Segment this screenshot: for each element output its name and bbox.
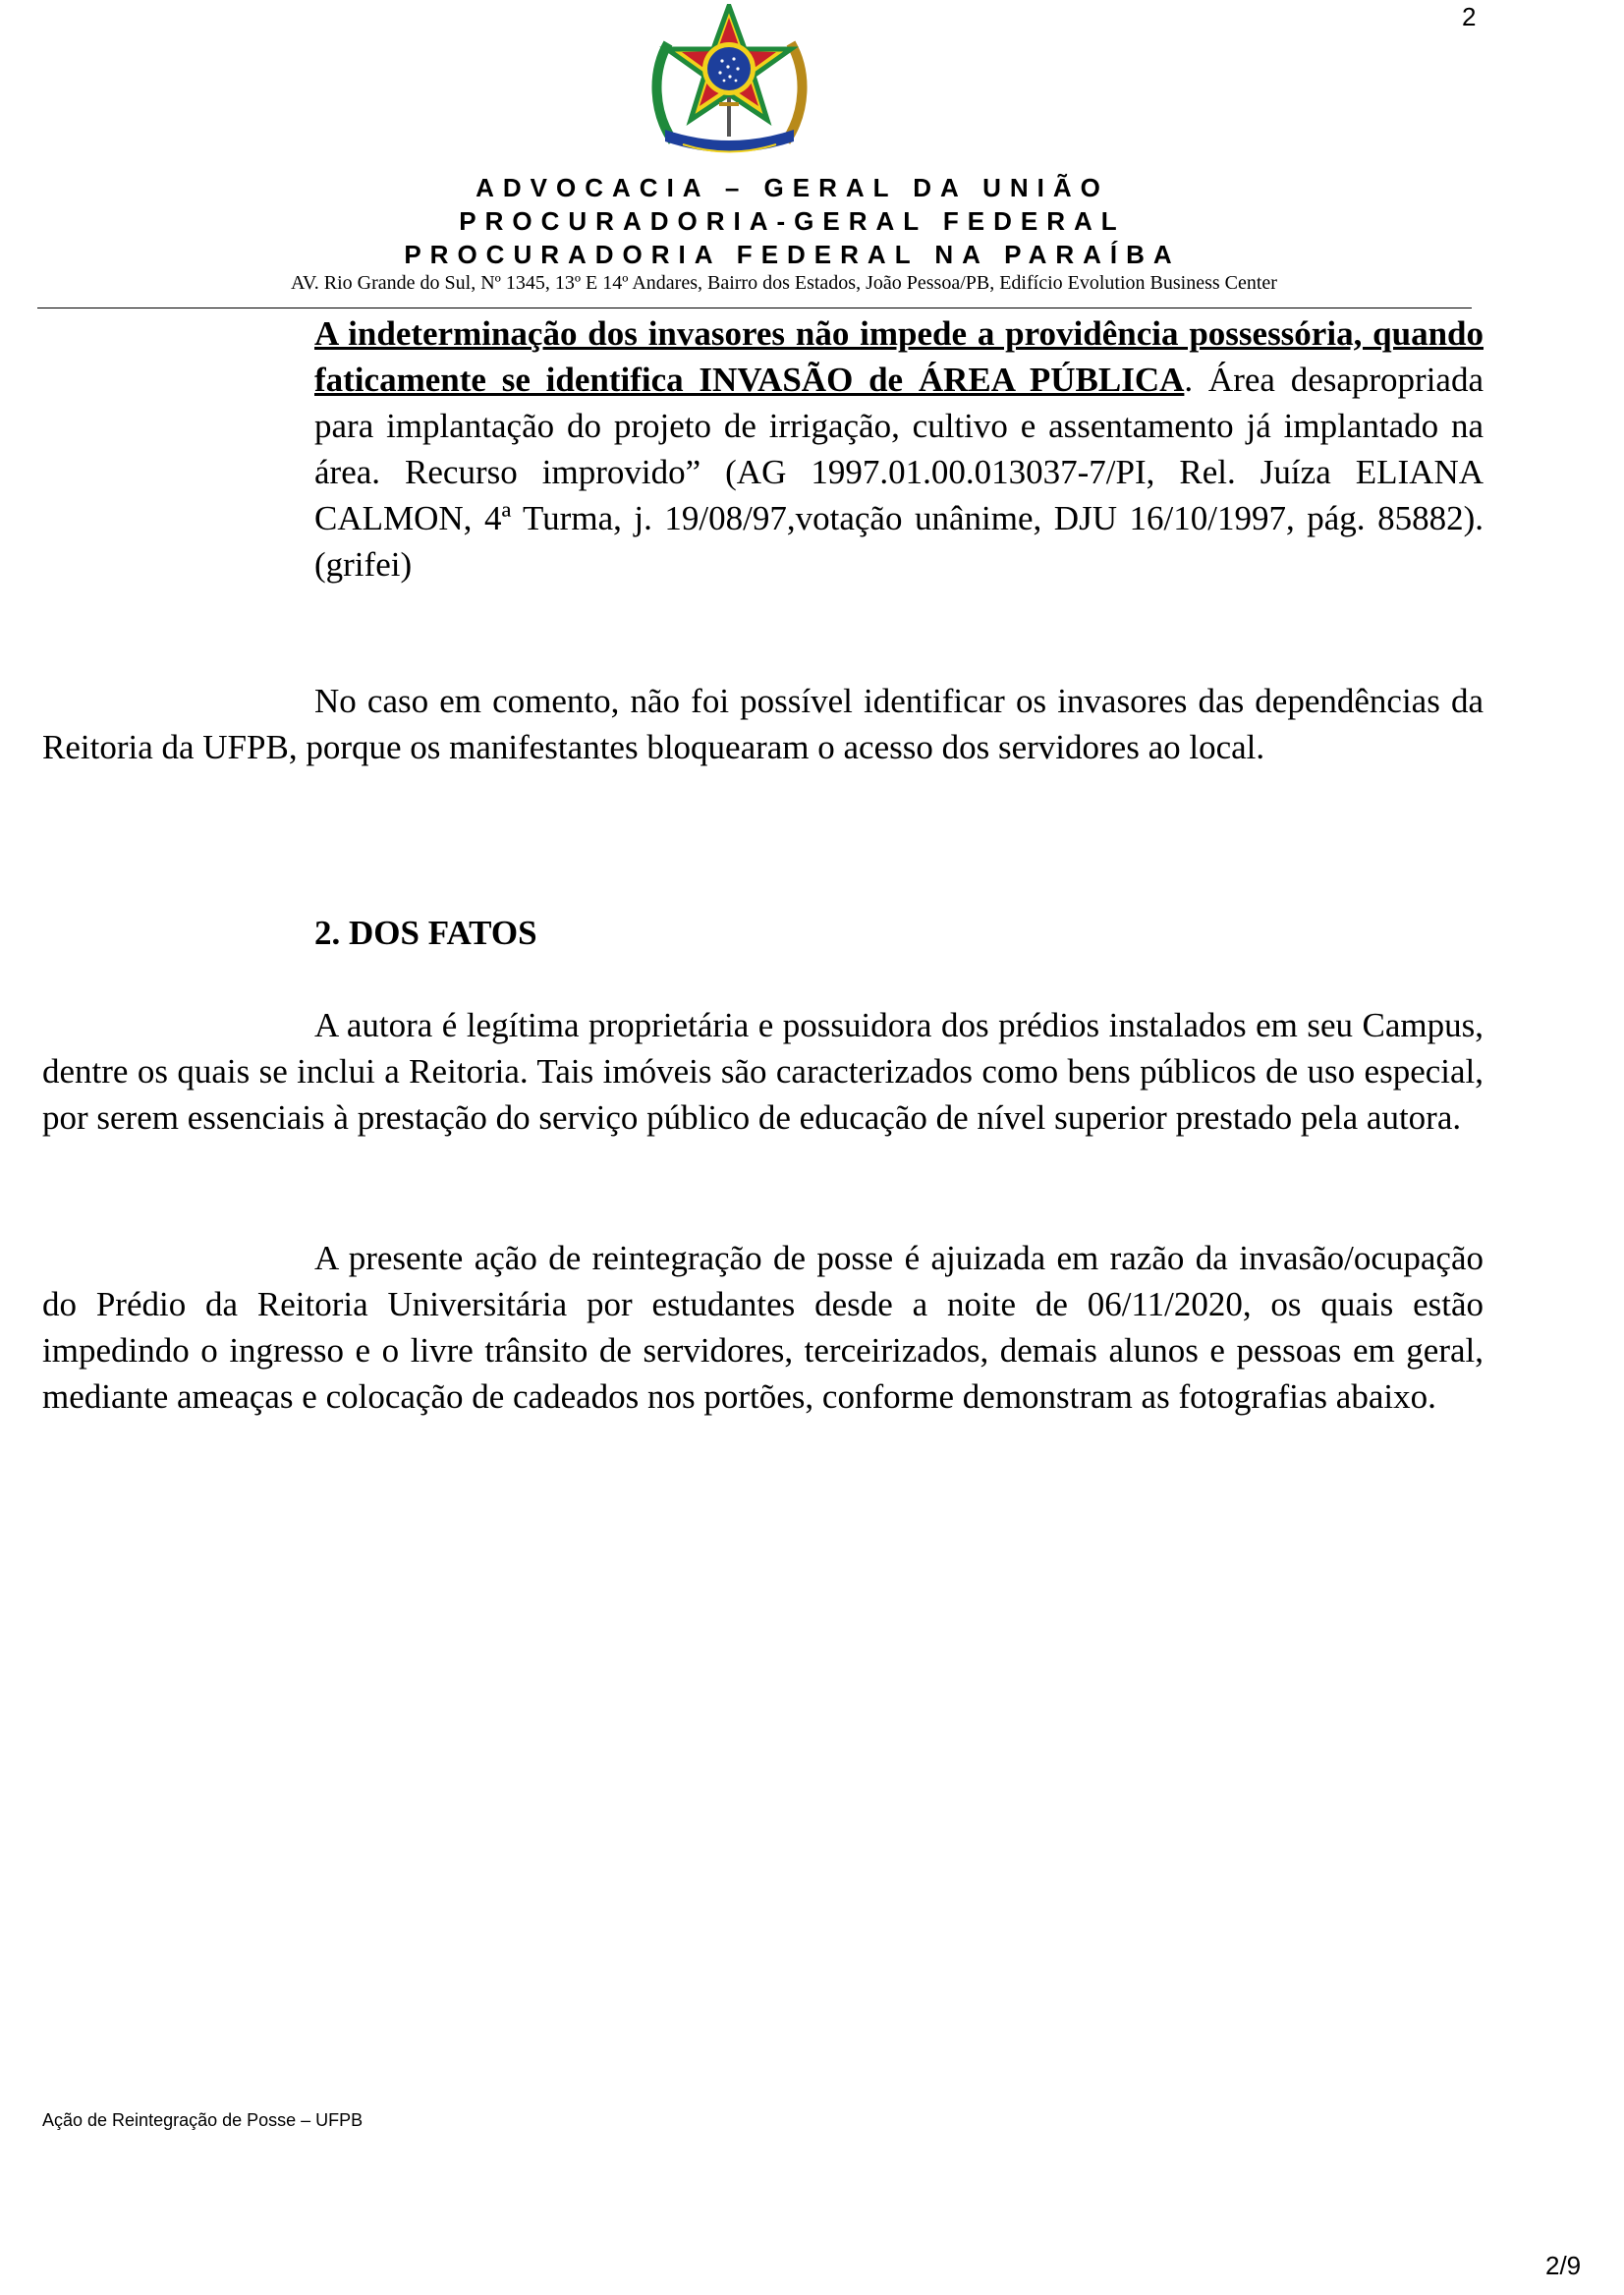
page-count: 2/9 — [1545, 2251, 1582, 2280]
paragraph-autora: A autora é legítima proprietária e possuidora dos prédios instalados em seu Campus, dentre os quais se inclui a Reitoria. Tais imóveis são caracterizados como bens públicos de uso especial, por serem essenciais à prestação do serviço público de educação de nível superior prestado pela autora. — [42, 1006, 1484, 1137]
quote-rest: . Área desapropriada para implantação do projeto de irrigação, cultivo e assentamento já implantado na área. Recurso improvido” (AG 1997.01.00.013037-7/PI, Rel. Juíza ELIANA CALMON, 4ª Turma, j. 19/08/97,votação unânime, DJU 16/10/1997, pág. 85882). (grifei) — [314, 361, 1484, 584]
header-procuradoria-paraiba: PROCURADORIA FEDERAL NA PARAÍBA — [404, 240, 1181, 269]
brazil-coat-of-arms-icon — [644, 4, 815, 164]
header-address: AV. Rio Grande do Sul, Nº 1345, 13º E 14º Andares, Bairro dos Estados, João Pessoa/PB, Edifício Evolution Business Center — [291, 272, 1277, 294]
header-agency-name: ADVOCACIA – GERAL DA UNIÃO — [476, 173, 1109, 202]
section-heading: 2. DOS FATOS — [314, 914, 537, 952]
footer-document-title: Ação de Reintegração de Posse – UFPB — [42, 2110, 364, 2130]
header-procuradoria-geral: PROCURADORIA-GERAL FEDERAL — [459, 206, 1126, 236]
quote-emphasis: A indeterminação dos invasores não impede a providência possessória, quando faticamente se identifica INVASÃO de ÁREA PÚBLICA — [314, 314, 1484, 399]
paragraph-invasores: No caso em comento, não foi possível identificar os invasores das dependências da Reitoria da UFPB, porque os manifestantes bloquearam o acesso dos servidores ao local. — [42, 682, 1484, 766]
jurisprudence-quote — [314, 310, 1484, 588]
page-number-top: 2 — [1462, 2, 1477, 31]
paragraph-acao: A presente ação de reintegração de posse é ajuizada em razão da invasão/ocupação do Prédio da Reitoria Universitária por estudantes desde a noite de 06/11/2020, os quais estão impedindo o ingresso e o livre trânsito de servidores, terceirizados, demais alunos e pessoas em geral, mediante ameaças e colocação de cadeados nos portões, conforme demonstram as fotografias abaixo. — [42, 1239, 1484, 1416]
